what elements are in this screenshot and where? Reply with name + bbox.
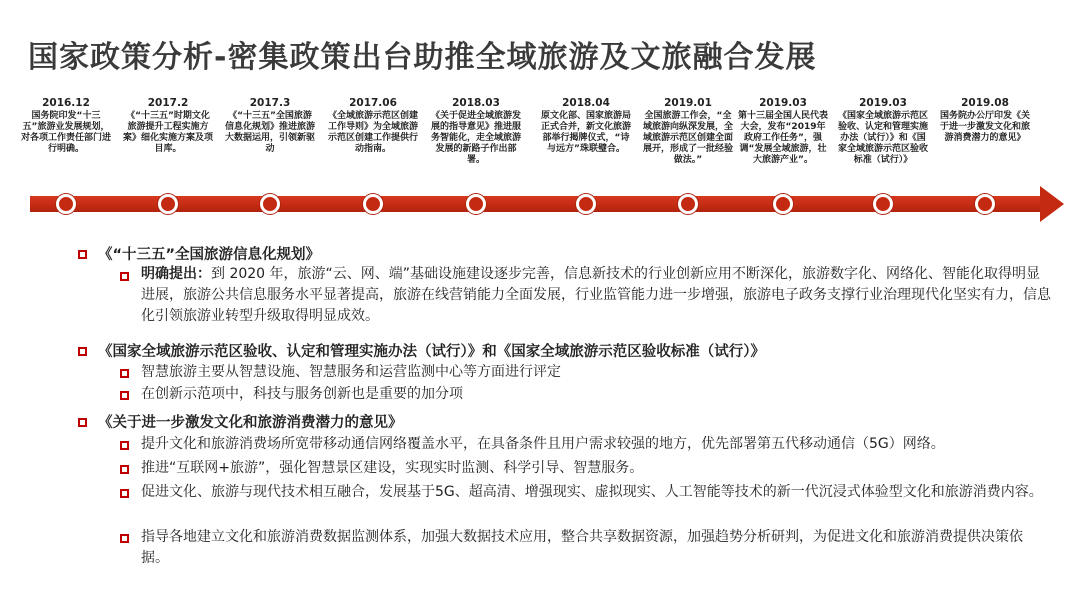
timeline-event [642,97,734,166]
timeline-event [122,97,214,155]
timeline-date: 2019.03 [859,97,907,109]
list-item [141,264,1051,327]
square-bullet-icon [120,441,129,450]
section-heading: 《国家全域旅游示范区验收、认定和管理实施办法（试行）》和《国家全域旅游示范区验收标准（试行）》 [98,344,765,360]
section-heading: 《关于进一步激发文化和旅游消费潜力的意见》 [98,415,403,431]
timeline-dot [56,194,76,214]
list-item: 提升文化和旅游消费场所宽带移动通信网络覆盖水平，在具备条件且用户需求较强的地方，优先部署第五代移动通信（5G）网络。 [141,436,945,452]
timeline-event [540,97,632,155]
timeline-text: 国务院印发“十三五”旅游业发展规划，对各项工作责任部门进行明确。 [20,111,111,154]
timeline-dot [158,194,178,214]
timeline-dot [466,194,486,214]
square-bullet-icon [120,272,129,281]
list-item: 在创新示范项中，科技与服务创新也是重要的加分项 [141,386,463,402]
timeline-text: 国务院办公厅印发《关于进一步激发文化和旅游消费潜力的意见》 [939,111,1030,143]
square-bullet-icon [120,534,129,543]
timeline-dot [260,194,280,214]
timeline-date: 2019.01 [664,97,712,109]
timeline-text: 全国旅游工作会，“全域旅游向纵深发展，全域旅游示范区创建全面展开，形成了一批经验做法。” [642,111,733,165]
item-label: 明确提出： [141,266,211,282]
timeline-date: 2019.03 [759,97,807,109]
timeline-text: 《“十三五”时期文化旅游提升工程实施方案》细化实施方案及项目库。 [122,111,213,154]
timeline-text: 《关于促进全域旅游发展的指导意见》推进服务智能化，走全域旅游发展的新路子作出部署。 [430,111,521,165]
timeline-date: 2017.3 [249,97,291,109]
timeline-date: 2017.06 [349,97,397,109]
timeline-event [837,97,929,166]
square-bullet-icon [78,250,87,259]
timeline-event [20,97,112,155]
square-bullet-icon [120,391,129,400]
timeline-dot [678,194,698,214]
timeline-event [939,97,1031,144]
square-bullet-icon [120,369,129,378]
item-text: 到 2020 年，旅游“云、网、端”基础设施建设逐步完善，信息新技术的行业创新应用不断深化，旅游数字化、网络化、智能化取得明显进展，旅游公共信息服务水平显著提高，旅游在线营销能力全面发展，行业监管能力进一步增强，旅游电子政务支撑行业治理现代化坚实有力，信息化引领旅游业转型升级取得明显成效。 [141,266,1051,324]
timeline-arrow-head-icon [1040,186,1064,222]
timeline-date: 2016.12 [42,97,90,109]
timeline-text: 第十三届全国人民代表大会，发布“2019年政府工作任务”，强调“发展全域旅游，壮大旅游产业”。 [737,111,828,165]
timeline-event [737,97,829,166]
square-bullet-icon [120,465,129,474]
timeline-date: 2018.03 [452,97,500,109]
policy-details [0,236,1080,608]
timeline-dot [975,194,995,214]
timeline-event [224,97,316,155]
timeline-dot [363,194,383,214]
timeline-dot [873,194,893,214]
timeline-text: 原文化部、国家旅游局正式合并，新文化旅游部举行揭牌仪式，“诗与远方”珠联璧合。 [540,111,631,154]
list-item: 推进“互联网+旅游”，强化智慧景区建设，实现实时监测、科学引导、智慧服务。 [141,460,644,476]
policy-timeline [0,0,1080,240]
square-bullet-icon [120,489,129,498]
timeline-dot [576,194,596,214]
timeline-event [327,97,419,155]
square-bullet-icon [78,418,87,427]
list-item: 促进文化、旅游与现代技术相互融合，发展基于5G、超高清、增强现实、虚拟现实、人工智能等技术的新一代沉浸式体验型文化和旅游消费内容。 [141,484,1043,500]
timeline-event [430,97,522,166]
timeline-text: 《全域旅游示范区创建工作导则》为全域旅游示范区创建工作提供行动指南。 [327,111,418,154]
timeline-text: 《“十三五”全国旅游信息化规划》推进旅游大数据运用，引领新驱动 [224,111,315,154]
timeline-date: 2018.04 [562,97,610,109]
list-item: 智慧旅游主要从智慧设施、智慧服务和运营监测中心等方面进行评定 [141,364,561,380]
timeline-dot [773,194,793,214]
square-bullet-icon [78,347,87,356]
timeline-date: 2019.08 [961,97,1009,109]
timeline-text: 《国家全域旅游示范区验收、认定和管理实施办法（试行）》和《国家全域旅游示范区验收标准（试行）》 [837,111,928,165]
list-item: 指导各地建立文化和旅游消费数据监测体系，加强大数据技术应用，整合共享数据资源，加强趋势分析研判，为促进文化和旅游消费提供决策依据。 [141,529,1023,566]
section-heading: 《“十三五”全国旅游信息化规划》 [98,247,321,263]
page-title: 国家政策分析-密集政策出台助推全域旅游及文旅融合发展 [28,40,817,75]
timeline-date: 2017.2 [147,97,189,109]
